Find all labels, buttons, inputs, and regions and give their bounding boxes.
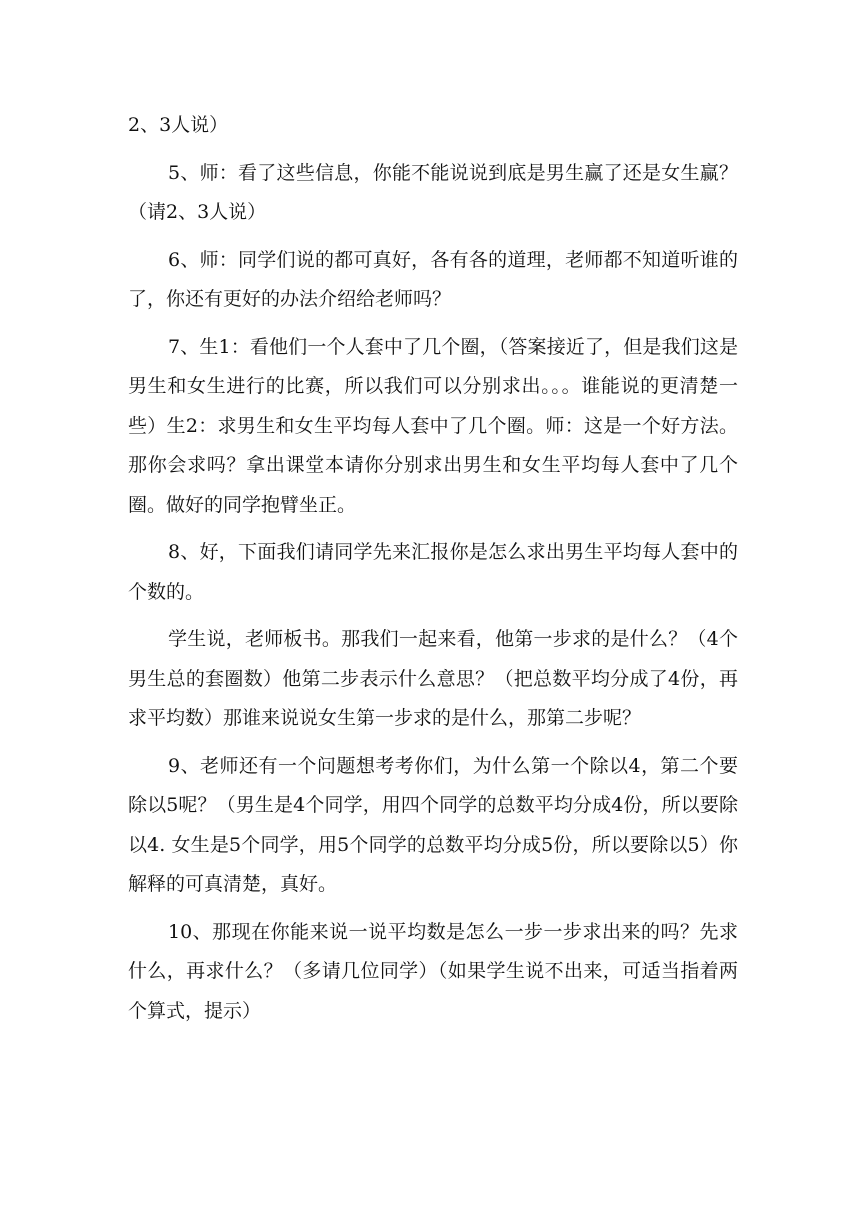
paragraph-step-6: 6、师：同学们说的都可真好，各有各的道理，老师都不知道听谁的了，你还有更好的办法介绍给老师吗？ [128, 248, 738, 310]
paragraph-step-9: 9、老师还有一个问题想考考你们，为什么第一个除以4，第二个要除以5呢？（男生是4个同学，用四个同学的总数平均分成4份，所以要除以4. 女生是5个同学，用5个同学的总数平均分成5份，所以要除以5）你解释的可真清楚，真好。 [128, 754, 738, 895]
paragraph-step-8: 8、好，下面我们请同学先来汇报你是怎么求出男生平均每人套中的个数的。 [128, 541, 738, 603]
paragraph-step-7: 7、生1：看他们一个人套中了几个圈，（答案接近了，但是我们这是男生和女生进行的比赛，所以我们可以分别求出。。。谁能说的更清楚一些）生2：求男生和女生平均每人套中了几个圈。师：这是一个好方法。那你会求吗？拿出课堂本请你分别求出男生和女生平均每人套中了几个圈。做好的同学抱臂坐正。 [128, 335, 738, 516]
paragraph-step-10: 10、那现在你能来说一说平均数是怎么一步一步求出来的吗？先求什么，再求什么？（多请几位同学）（如果学生说不出来，可适当指着两个算式，提示） [128, 920, 738, 1022]
paragraph-step-5: 5、师：看了这些信息，你能不能说说到底是男生赢了还是女生赢？（请2、3人说） [128, 161, 738, 223]
paragraph-continuation: 2、3人说） [128, 114, 229, 136]
paragraph-board-writing: 学生说，老师板书。那我们一起来看，他第一步求的是什么？（4个男生总的套圈数）他第二步表示什么意思？（把总数平均分成了4份，再求平均数）那谁来说说女生第一步求的是什么，那第二步呢？ [128, 628, 738, 729]
document-body [128, 106, 738, 1039]
